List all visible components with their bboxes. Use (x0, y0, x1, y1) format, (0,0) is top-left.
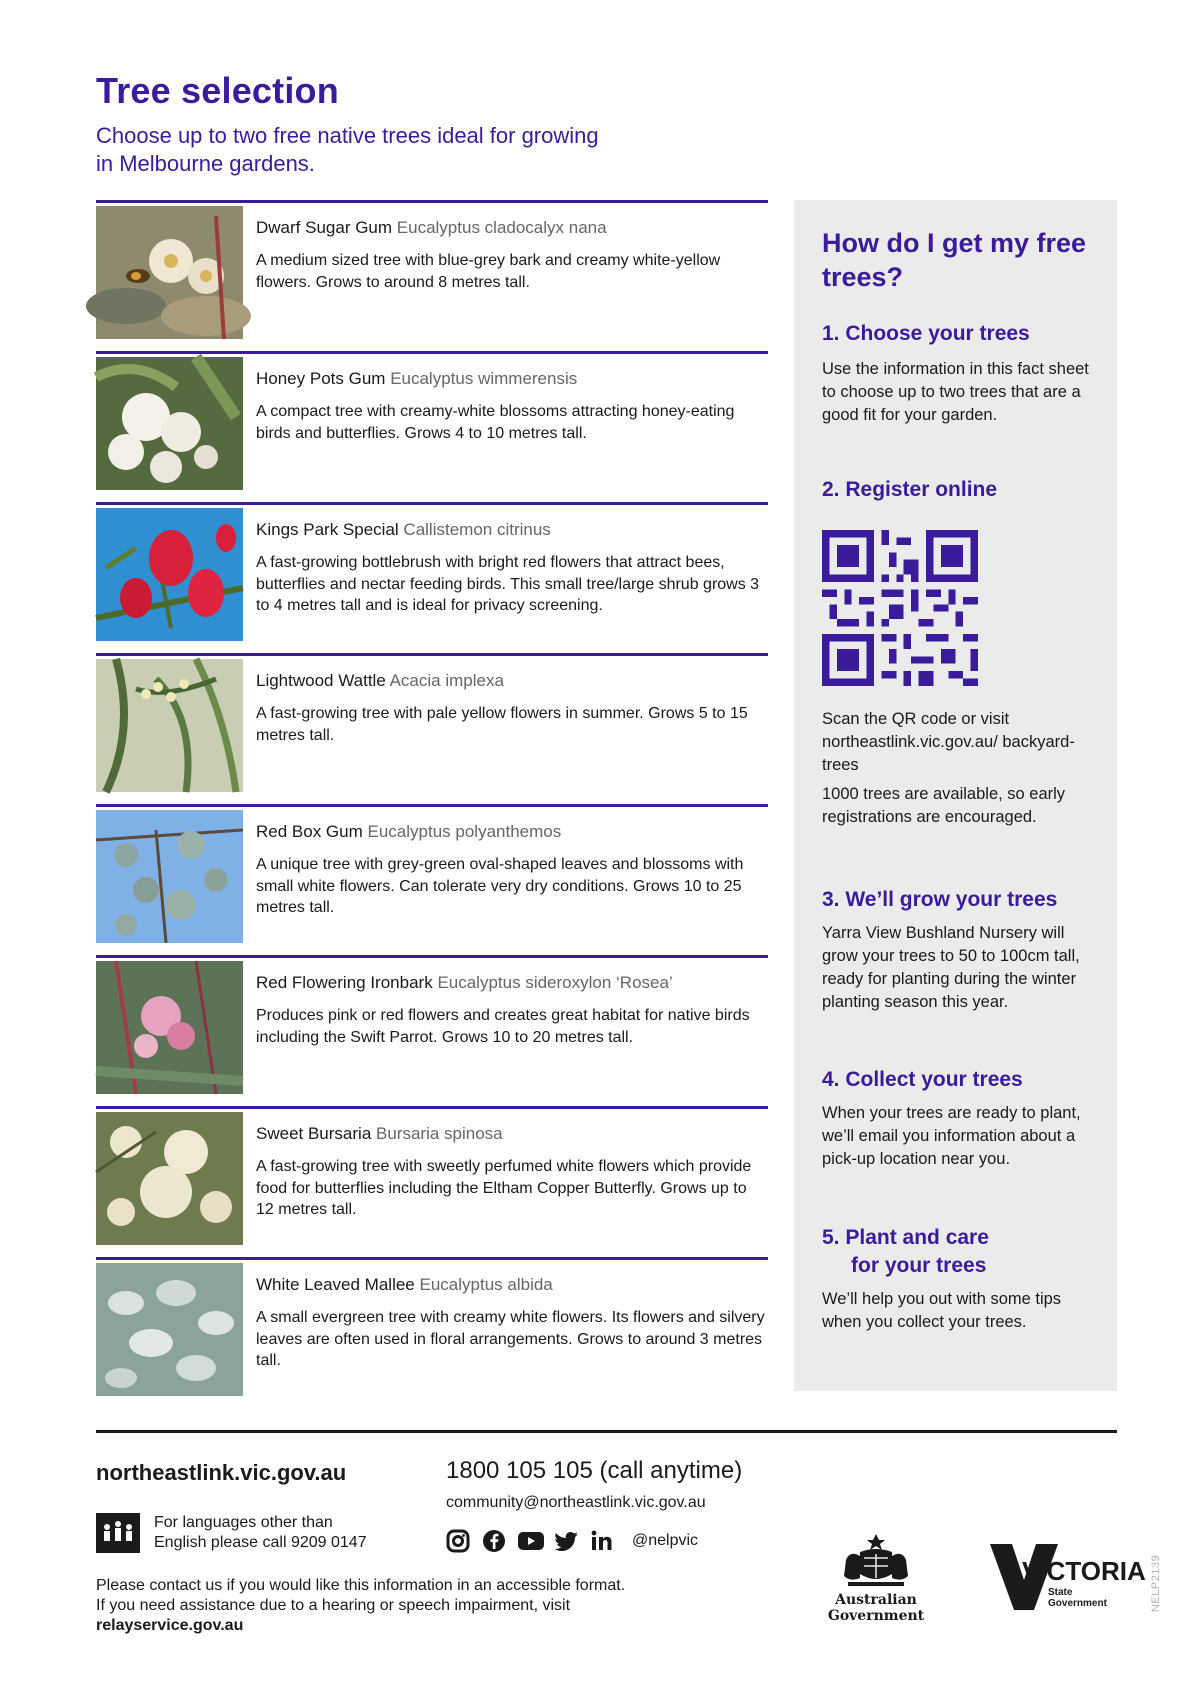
tree-scientific-name: Eucalyptus polyanthemos (367, 822, 562, 841)
victoria-state-text: State (1048, 1587, 1073, 1598)
tree-item (96, 200, 768, 351)
website-link[interactable]: northeastlink.vic.gov.au (96, 1460, 347, 1485)
contact-line-2-text: If you need assistance due to a hearing or speech impairment, visit (96, 1597, 571, 1614)
victoria-state-government-logo (990, 1540, 1146, 1610)
social-handle[interactable]: @nelpvic (632, 1532, 699, 1549)
social-links (446, 1528, 698, 1554)
silver-leaves-photo (96, 1263, 243, 1396)
tree-scientific-name: Bursaria spinosa (376, 1124, 503, 1143)
tree-name (256, 368, 766, 390)
phone-number[interactable]: 1800 105 105 (call anytime) (446, 1457, 743, 1484)
qr-code[interactable] (822, 530, 978, 686)
tree-item (96, 653, 768, 804)
step-2-text: Scan the QR code or visit northeastlink.vic.gov.au/ backyard-trees (822, 710, 1075, 774)
tree-text (256, 1123, 766, 1221)
pink-blossom-photo (96, 961, 243, 1094)
subtitle-line: in Melbourne gardens. (96, 151, 315, 176)
tree-common-name: Kings Park Special (256, 520, 399, 539)
tree-scientific-name: Callistemon citrinus (403, 520, 551, 539)
tree-text (256, 217, 766, 293)
tree-text (256, 972, 766, 1048)
step-4-title: 4. Collect your trees (822, 1068, 1023, 1091)
tree-scientific-name: Eucalyptus cladocalyx nana (396, 218, 607, 237)
tree-name (256, 972, 766, 994)
tree-text (256, 519, 766, 617)
tree-text (256, 368, 766, 444)
linkedin-icon[interactable] (590, 1529, 616, 1553)
tree-item (96, 1257, 768, 1408)
tree-description: A compact tree with creamy-white blossoms attracting honey-eating birds and butterflies. Grows 4 to 10 metres tall. (256, 403, 735, 442)
tree-scientific-name: Eucalyptus albida (419, 1275, 553, 1294)
interpreter-icon (96, 1513, 140, 1553)
tree-text (256, 1274, 766, 1372)
languages-info (154, 1513, 367, 1553)
youtube-icon[interactable] (518, 1529, 544, 1553)
tree-common-name: White Leaved Mallee (256, 1275, 415, 1294)
tree-item (96, 804, 768, 955)
twitter-icon[interactable] (554, 1529, 580, 1553)
tree-common-name: Lightwood Wattle (256, 671, 386, 690)
wattle-leaves-photo (96, 659, 243, 792)
tree-name (256, 1274, 766, 1296)
languages-line: English please call 9209 0147 (154, 1534, 367, 1551)
red-bottlebrush-photo (96, 508, 243, 641)
contact-line-2 (96, 1596, 625, 1636)
white-blossom-photo (96, 357, 243, 490)
tree-description: A medium sized tree with blue-grey bark and creamy white-yellow flowers. Grows to around 8 metres tall. (256, 252, 721, 291)
how-to-panel (794, 200, 1117, 1391)
tree-text (256, 821, 766, 919)
tree-name (256, 217, 766, 239)
tree-scientific-name: Eucalyptus sideroxylon ‘Rosea’ (437, 973, 673, 992)
tree-common-name: Dwarf Sugar Gum (256, 218, 393, 237)
document-reference-code: NELP2139 (1150, 1554, 1162, 1612)
tree-description: A fast-growing tree with sweetly perfumed white flowers which provide food for butterflies including the Eltham Copper Butterfly. Grows up to 12 metres tall. (256, 1158, 752, 1218)
tree-list (96, 200, 768, 1408)
step-5-title-line2: for your trees (851, 1254, 987, 1277)
email-link[interactable]: community@northeastlink.vic.gov.au (446, 1494, 706, 1511)
subtitle-line: Choose up to two free native trees ideal for growing (96, 123, 599, 148)
contact-line-1: Please contact us if you would like this information in an accessible format. (96, 1577, 626, 1594)
tree-item (96, 351, 768, 502)
tree-name (256, 821, 766, 843)
tree-item (96, 502, 768, 653)
white-flower-cluster-photo (96, 1112, 243, 1245)
australian-government-logo (790, 1530, 962, 1624)
tree-common-name: Honey Pots Gum (256, 369, 386, 388)
how-to-title: How do I get my free trees? (822, 228, 1087, 292)
victoria-wordmark: VICTORIA (1022, 1556, 1146, 1586)
tree-description: A fast-growing bottlebrush with bright red flowers that attract bees, butterflies and nectar feeding birds. This small tree/large shrub grows 3 to 4 metres tall and is ideal for privacy screening. (256, 554, 760, 614)
tree-item (96, 955, 768, 1106)
tree-common-name: Red Flowering Ironbark (256, 973, 433, 992)
page-subtitle (96, 122, 736, 178)
tree-scientific-name: Acacia implexa (389, 671, 504, 690)
step-3-text: Yarra View Bushland Nursery will grow your trees to 50 to 100cm tall, ready for planting during the winter planting season this year. (822, 924, 1080, 1011)
tree-name (256, 519, 766, 541)
tree-scientific-name: Eucalyptus wimmerensis (390, 369, 578, 388)
tree-common-name: Red Box Gum (256, 822, 363, 841)
tree-description: A small evergreen tree with creamy white flowers. Its flowers and silvery leaves are often used in floral arrangements. Grows to around 3 metres tall. (256, 1309, 765, 1369)
page-title: Tree selection (96, 70, 339, 111)
tree-text (256, 670, 766, 746)
tree-description: A unique tree with grey-green oval-shaped leaves and blossoms with small white flowers. Can tolerate very dry conditions. Grows 10 to 25 metres tall. (256, 856, 744, 916)
step-3-title: 3. We’ll grow your trees (822, 888, 1058, 911)
round-leaves-sky-photo (96, 810, 243, 943)
tree-description: A fast-growing tree with pale yellow flowers in summer. Grows 5 to 15 metres tall. (256, 705, 748, 744)
tree-name (256, 670, 766, 692)
step-4-text: When your trees are ready to plant, we’ll email you information about a pick-up location near you. (822, 1104, 1081, 1168)
facebook-icon[interactable] (482, 1529, 508, 1553)
languages-line: For languages other than (154, 1514, 333, 1531)
tree-item (96, 1106, 768, 1257)
step-2-note: 1000 trees are available, so early registrations are encouraged. (822, 785, 1066, 826)
tree-name (256, 1123, 766, 1145)
tree-common-name: Sweet Bursaria (256, 1124, 372, 1143)
relay-service-link[interactable]: relayservice.gov.au (96, 1617, 244, 1634)
step-5-text: We’ll help you out with some tips when you collect your trees. (822, 1290, 1062, 1331)
step-2-title: 2. Register online (822, 478, 998, 501)
victoria-government-text: Government (1048, 1598, 1107, 1609)
step-1-text: Use the information in this fact sheet to choose up to two trees that are a good fit for your garden. (822, 360, 1089, 424)
australian-government-text: Australian Government (827, 1592, 925, 1624)
bee-on-gum-blossom-photo (96, 206, 243, 339)
step-5-title: 5. Plant and care (822, 1226, 989, 1249)
step-1-title: 1. Choose your trees (822, 322, 1030, 345)
tree-description: Produces pink or red flowers and creates great habitat for native birds including the Swift Parrot. Grows 10 to 20 metres tall. (256, 1007, 750, 1046)
accessibility-contact (96, 1576, 625, 1636)
footer-divider (96, 1430, 1117, 1433)
instagram-icon[interactable] (446, 1529, 472, 1553)
